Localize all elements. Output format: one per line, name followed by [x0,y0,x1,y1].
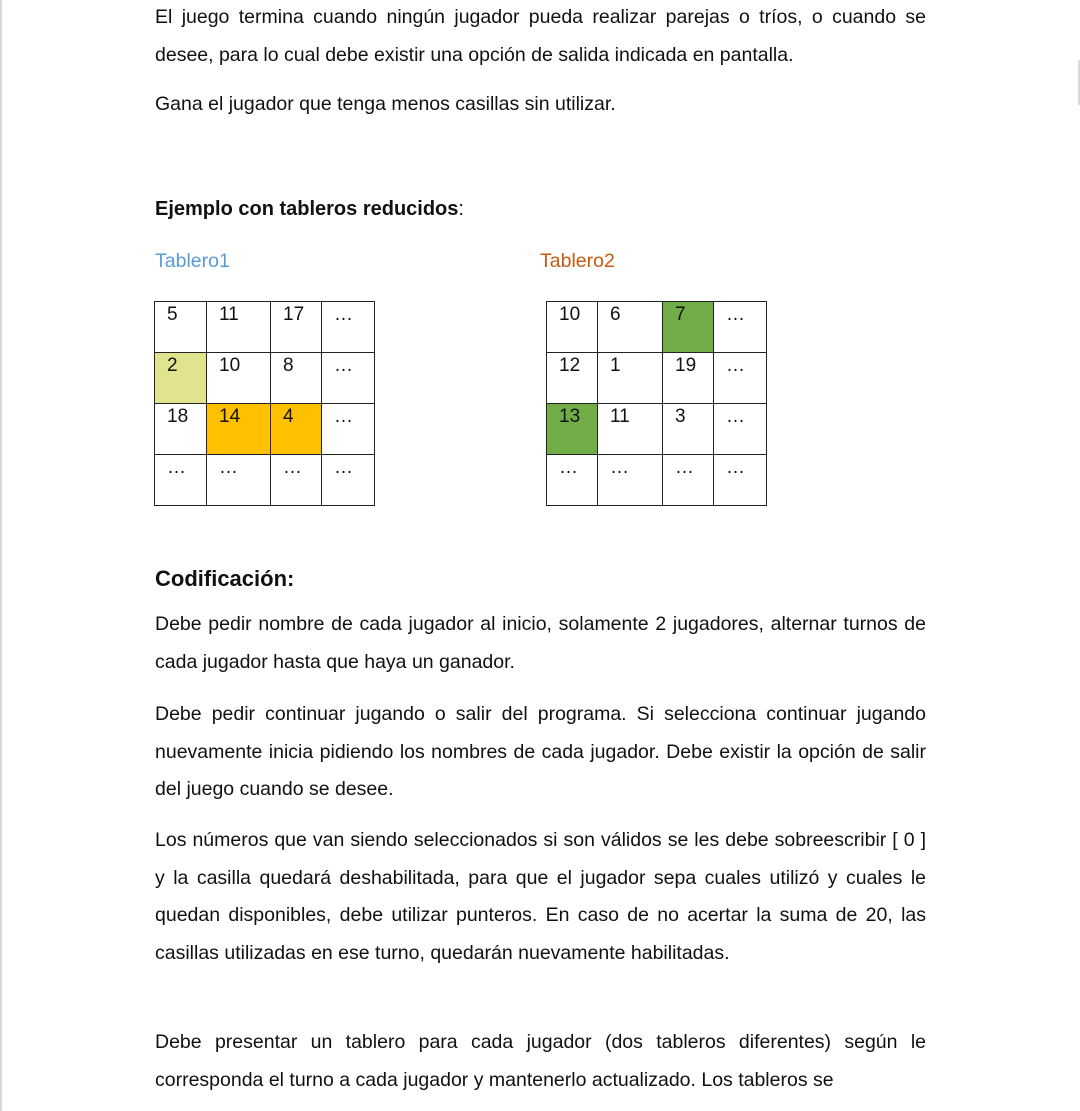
coding-paragraph-4: Debe presentar un tablero para cada jugador (dos tableros diferentes) según le corresponda el turno a cada jugador y mantenerlo actualizado. Los tableros se [155,1031,926,1091]
board1-cell: … [155,455,207,506]
board2-cell: … [547,455,598,506]
board1-cell: … [271,455,322,506]
board1-cell: … [207,455,271,506]
board2-label: Tablero2 [540,250,615,272]
board1-cell: 10 [207,353,271,404]
board2-cell: … [714,353,767,404]
board2-cell: 10 [547,302,598,353]
coding-paragraph-3: Los números que van siendo seleccionados si son válidos se les debe sobreescribir [ 0 ] y la casilla quedará deshabilitada, para que el jugador sepa cuales utilizó y cuales le quedan disponibles, debe utilizar punteros. En caso de no acertar la suma de 20, las casillas utilizadas en ese turno, quedarán nuevamente habilitadas. [155,829,926,964]
board2-row [547,404,767,455]
coding-paragraph-1: Debe pedir nombre de cada jugador al inicio, solamente 2 jugadores, alternar turnos de cada jugador hasta que haya un ganador. [155,613,926,673]
board2-cell: 3 [663,404,714,455]
board1-cell: 18 [155,404,207,455]
board1-cell: … [322,404,375,455]
example-heading-colon: : [458,198,464,220]
example-heading-text: Ejemplo con tableros reducidos [155,198,459,220]
board2-cell: 1 [598,353,663,404]
board2-cell: … [714,302,767,353]
board1-cell: … [322,302,375,353]
board2-cell: 12 [547,353,598,404]
board1-cell: 4 [271,404,322,455]
board1-row [155,455,375,506]
example-heading [155,198,464,221]
board2-cell: … [663,455,714,506]
board2-cell: 13 [547,404,598,455]
board1-cell: 8 [271,353,322,404]
board1-cell: … [322,455,375,506]
page-left-edge [0,0,2,1111]
coding-paragraph-2: Debe pedir continuar jugando o salir del programa. Si selecciona continuar jugando nuevamente inicia pidiendo los nombres de cada jugador. Debe existir la opción de salir del juego cuando se desee. [155,703,926,800]
board1-row [155,353,375,404]
board2-cell: … [598,455,663,506]
board2-row [547,353,767,404]
board2-row [547,302,767,353]
winner-paragraph: Gana el jugador que tenga menos casillas sin utilizar. [155,93,616,115]
board1-cell: 17 [271,302,322,353]
board1-table [154,301,375,506]
board2-row [547,455,767,506]
board2-cell: 6 [598,302,663,353]
board2-cell: 7 [663,302,714,353]
board1-label: Tablero1 [155,250,230,272]
board1-cell: 11 [207,302,271,353]
board1-cell: 5 [155,302,207,353]
board1-cell: 2 [155,353,207,404]
board2-cell: … [714,404,767,455]
board2-cell: 19 [663,353,714,404]
board1-cell: … [322,353,375,404]
board1-cell: 14 [207,404,271,455]
coding-heading: Codificación: [155,566,295,591]
board2-table [546,301,767,506]
board2-cell: 11 [598,404,663,455]
board1-row [155,302,375,353]
board1-row [155,404,375,455]
board2-cell: … [714,455,767,506]
end-game-paragraph: El juego termina cuando ningún jugador pueda realizar parejas o tríos, o cuando se desee, para lo cual debe existir una opción de salida indicada en pantalla. [155,6,926,66]
